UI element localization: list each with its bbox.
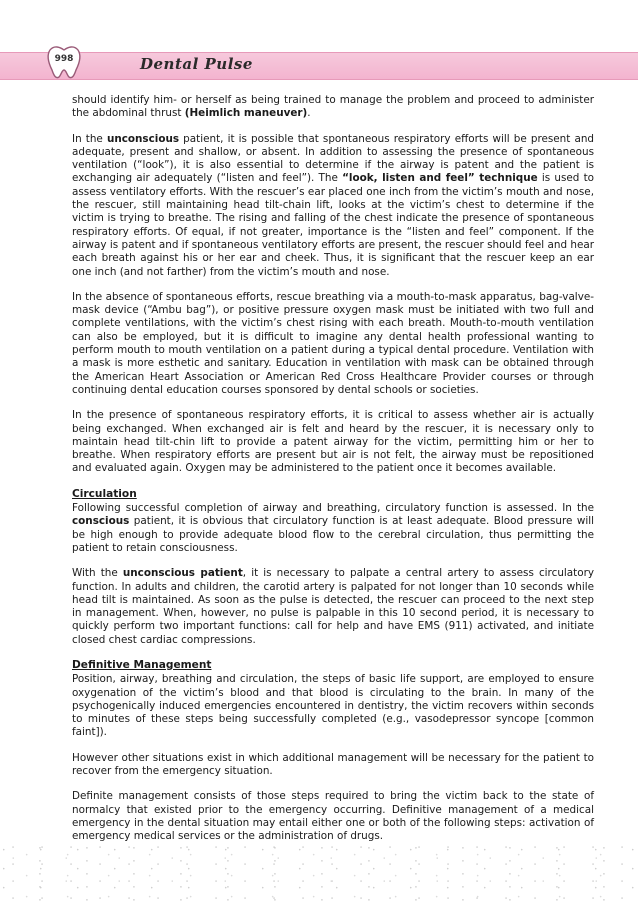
paragraph: Definite management consists of those steps required to bring the victim back to the state of normalcy that existed prior to the emergency occurring. Definitive management of a medical emergency in the dental situation may entail either one or both of the following steps: activation of emergency medical services or the administration of drugs. bbox=[72, 790, 594, 843]
section-heading-definitive-management: Definitive Management bbox=[72, 658, 212, 671]
page-number: 998 bbox=[54, 54, 74, 64]
paragraph: Position, airway, breathing and circulation, the steps of basic life support, are employed to ensure oxygenation of the victim’s blood and that blood is circulating to the brain. In many of the psychogenically induced emergencies encountered in dentistry, the victim recovers within seconds to minutes of these steps being successfully completed (e.g., vasodepressor syncope [common faint]). bbox=[72, 673, 594, 739]
bold-term: (Heimlich maneuver) bbox=[184, 107, 308, 120]
journal-title: Dental Pulse bbox=[140, 55, 253, 73]
paragraph: should identify him- or herself as being trained to manage the problem and proceed to administer the abdominal thrust (Heimlich maneuver). bbox=[72, 94, 594, 120]
bold-term: “look, listen and feel” technique bbox=[342, 172, 538, 185]
paragraph: In the presence of spontaneous respiratory efforts, it is critical to assess whether air is actually being exchanged. When exchanged air is felt and heard by the rescuer, it is necessary only to maintain head tilt-chin lift to provide a patent airway for the victim, permitting him or her to breathe. When respiratory efforts are present but air is not felt, the airway must be repositioned and evaluated again. Oxygen may be administered to the patient once it becomes available. bbox=[72, 409, 594, 475]
paragraph: Following successful completion of airway and breathing, circulatory function is assessed. In the conscious patient, it is obvious that circulatory function is at least adequate. Blood pressure will be high enough to provide adequate blood flow to the cerebral circulation, thus permitting the patient to retain consciousness. bbox=[72, 502, 594, 554]
paragraph: However other situations exist in which additional management will be necessary for the patient to recover from the emergency situation. bbox=[72, 751, 594, 778]
bold-term: conscious bbox=[72, 515, 130, 528]
bold-term: unconscious patient bbox=[122, 567, 243, 580]
header-band bbox=[0, 52, 638, 80]
article-body bbox=[72, 94, 594, 856]
page-header bbox=[0, 44, 638, 84]
bold-term: unconscious bbox=[106, 132, 180, 145]
paragraph: With the unconscious patient, it is necessary to palpate a central artery to assess circulatory function. In adults and children, the carotid artery is palpated for not longer than 10 seconds while head tilt is maintained. As soon as the pulse is detected, the rescuer can proceed to the next step in management. When, however, no pulse is palpable in this 10 second period, it is necessary to quickly perform two important functions: call for help and have EMS (911) activated, and initiate closed chest cardiac compressions. bbox=[72, 567, 595, 646]
section-heading-circulation: Circulation bbox=[72, 487, 137, 500]
paragraph: In the unconscious patient, it is possible that spontaneous respiratory efforts will be present and adequate, present and shallow, or absent. In addition to assessing the presence of spontaneous ventilation (“look”), it is also essential to determine if the airway is patent and the patient is exchanging air adequately (“listen and feel”). The “look, listen and feel” technique is used to assess ventilatory efforts. With the rescuer’s ear placed one inch from the victim’s mouth and nose, the rescuer, still maintaining head tilt-chain lift, looks at the victim’s chest to determine if the victim is trying to breathe. The rising and falling of the chest indicate the presence of spontaneous respiratory efforts. Of equal, if not greater, importance is the “listen and feel” component. If the airway is patent and if spontaneous ventilatory efforts are present, the rescuer should feel and hear each breath against his or her ear and cheek. Thus, it is significant that the rescuer keep an ear one inch (and not farther) from the victim’s mouth and nose. bbox=[72, 132, 595, 278]
paragraph: In the absence of spontaneous efforts, rescue breathing via a mouth-to-mask apparatus, bag-valve-mask device (“Ambu bag”), or positive pressure oxygen mask must be initiated with two full and complete ventilations, with the victim’s chest rising with each breath. Mouth-to-mouth ventilation can also be employed, but it is difficult to imagine any dental health professional wanting to perform mouth to mouth ventilation on a patient during a typical dental procedure. Ventilation with a mask is more esthetic and sanitary. Education in ventilation with mask can be obtained through the American Heart Association or American Red Cross Healthcare Provider courses or through continuing dental education courses sponsored by dental schools or societies. bbox=[72, 290, 594, 396]
scan-speckle bbox=[0, 842, 638, 902]
